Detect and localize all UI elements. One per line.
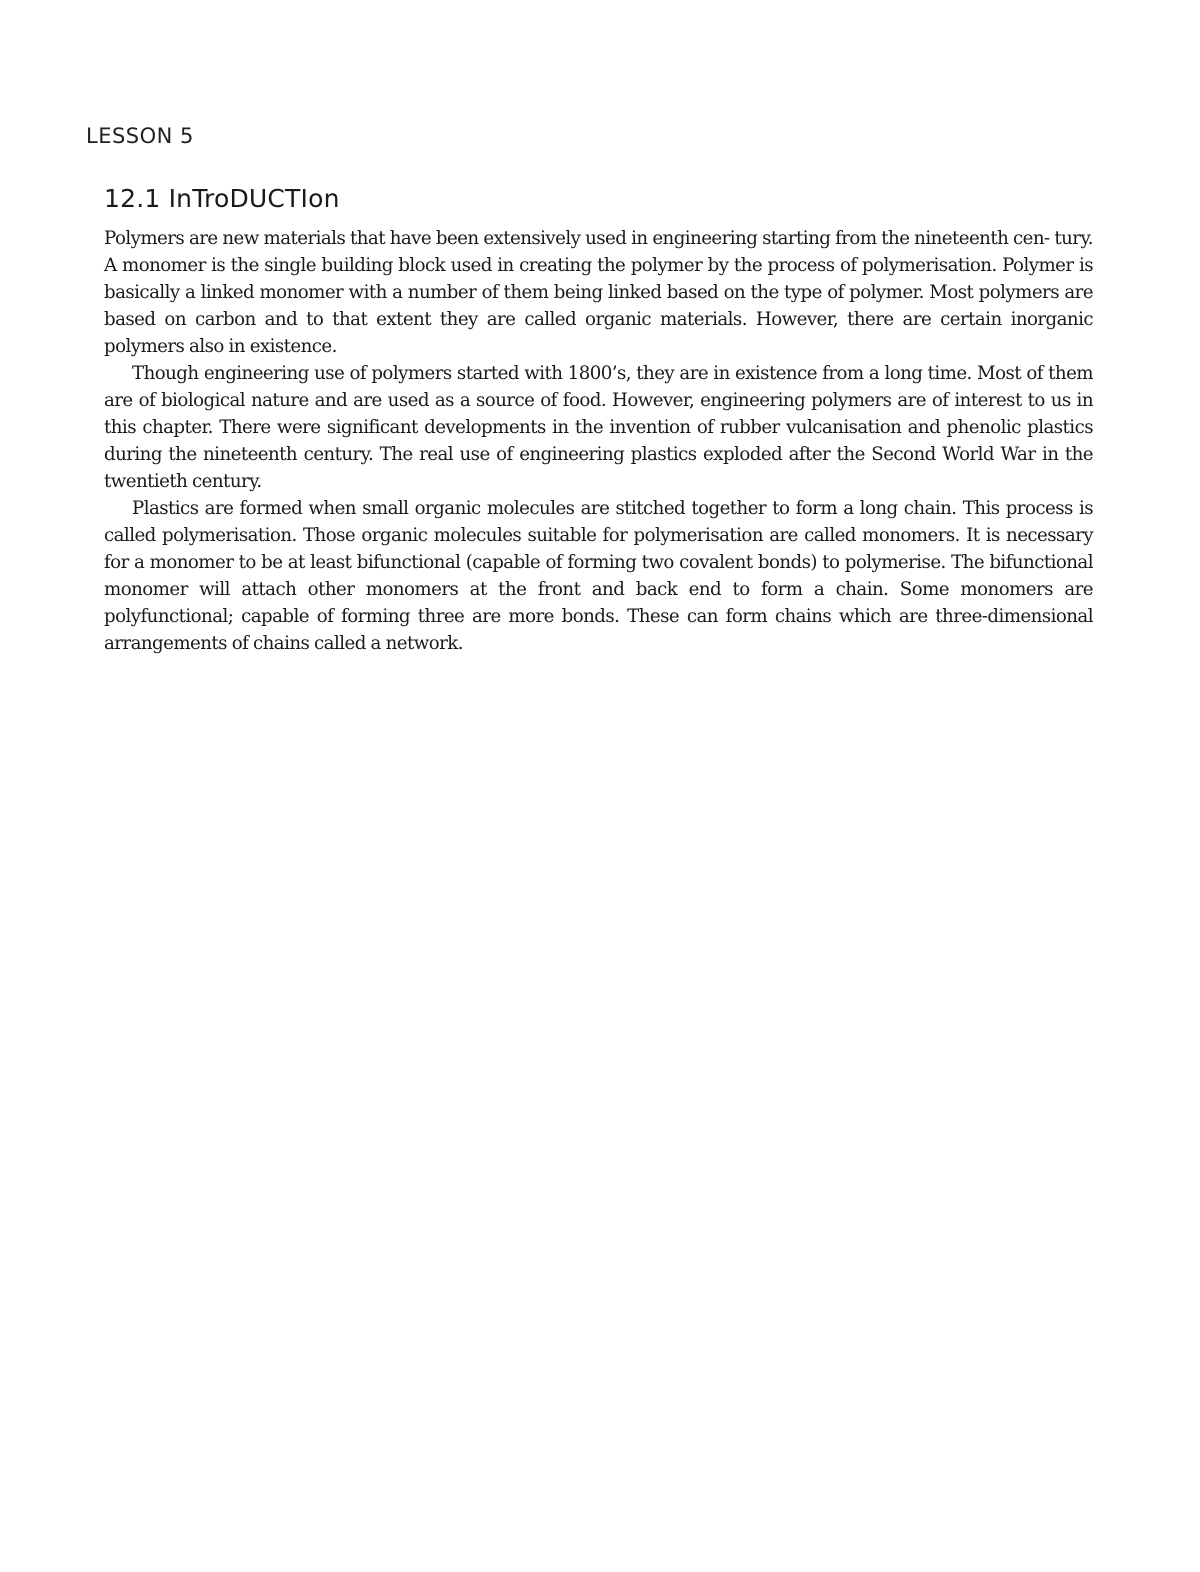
section-heading: 12.1 InTroDUCTIon <box>104 184 340 213</box>
lesson-label: LESSON 5 <box>86 124 194 148</box>
body-text <box>104 225 1093 657</box>
paragraph-3: Plastics are formed when small organic molecules are stitched together to form a long chain. This process is called polymerisation. Those organic molecules suitable for polymerisation are called monomers. It is necessary for a monomer to be at least bifunctional (capable of forming two covalent bonds) to polymerise. The bifunctional monomer will attach other monomers at the front and back end to form a chain. Some monomers are polyfunctional; capable of forming three are more bonds. These can form chains which are three-dimensional arrangements of chains called a network. <box>104 498 1093 654</box>
paragraph-1: Polymers are new materials that have been extensively used in engineering starting from the nineteenth cen- tury. A monomer is the single building block used in creating the polymer by the process of polymerisation. Polymer is basically a linked monomer with a number of them being linked based on the type of polymer. Most polymers are based on carbon and to that extent they are called organic materials. However, there are certain inorganic polymers also in existence. <box>104 228 1093 357</box>
paragraph-2: Though engineering use of polymers started with 1800’s, they are in existence from a long time. Most of them are of biological nature and are used as a source of food. However, engineering polymers are of interest to us in this chapter. There were significant developments in the invention of rubber vulcanisation and phenolic plastics during the nineteenth century. The real use of engineering plastics exploded after the Second World War in the twentieth century. <box>104 363 1093 492</box>
